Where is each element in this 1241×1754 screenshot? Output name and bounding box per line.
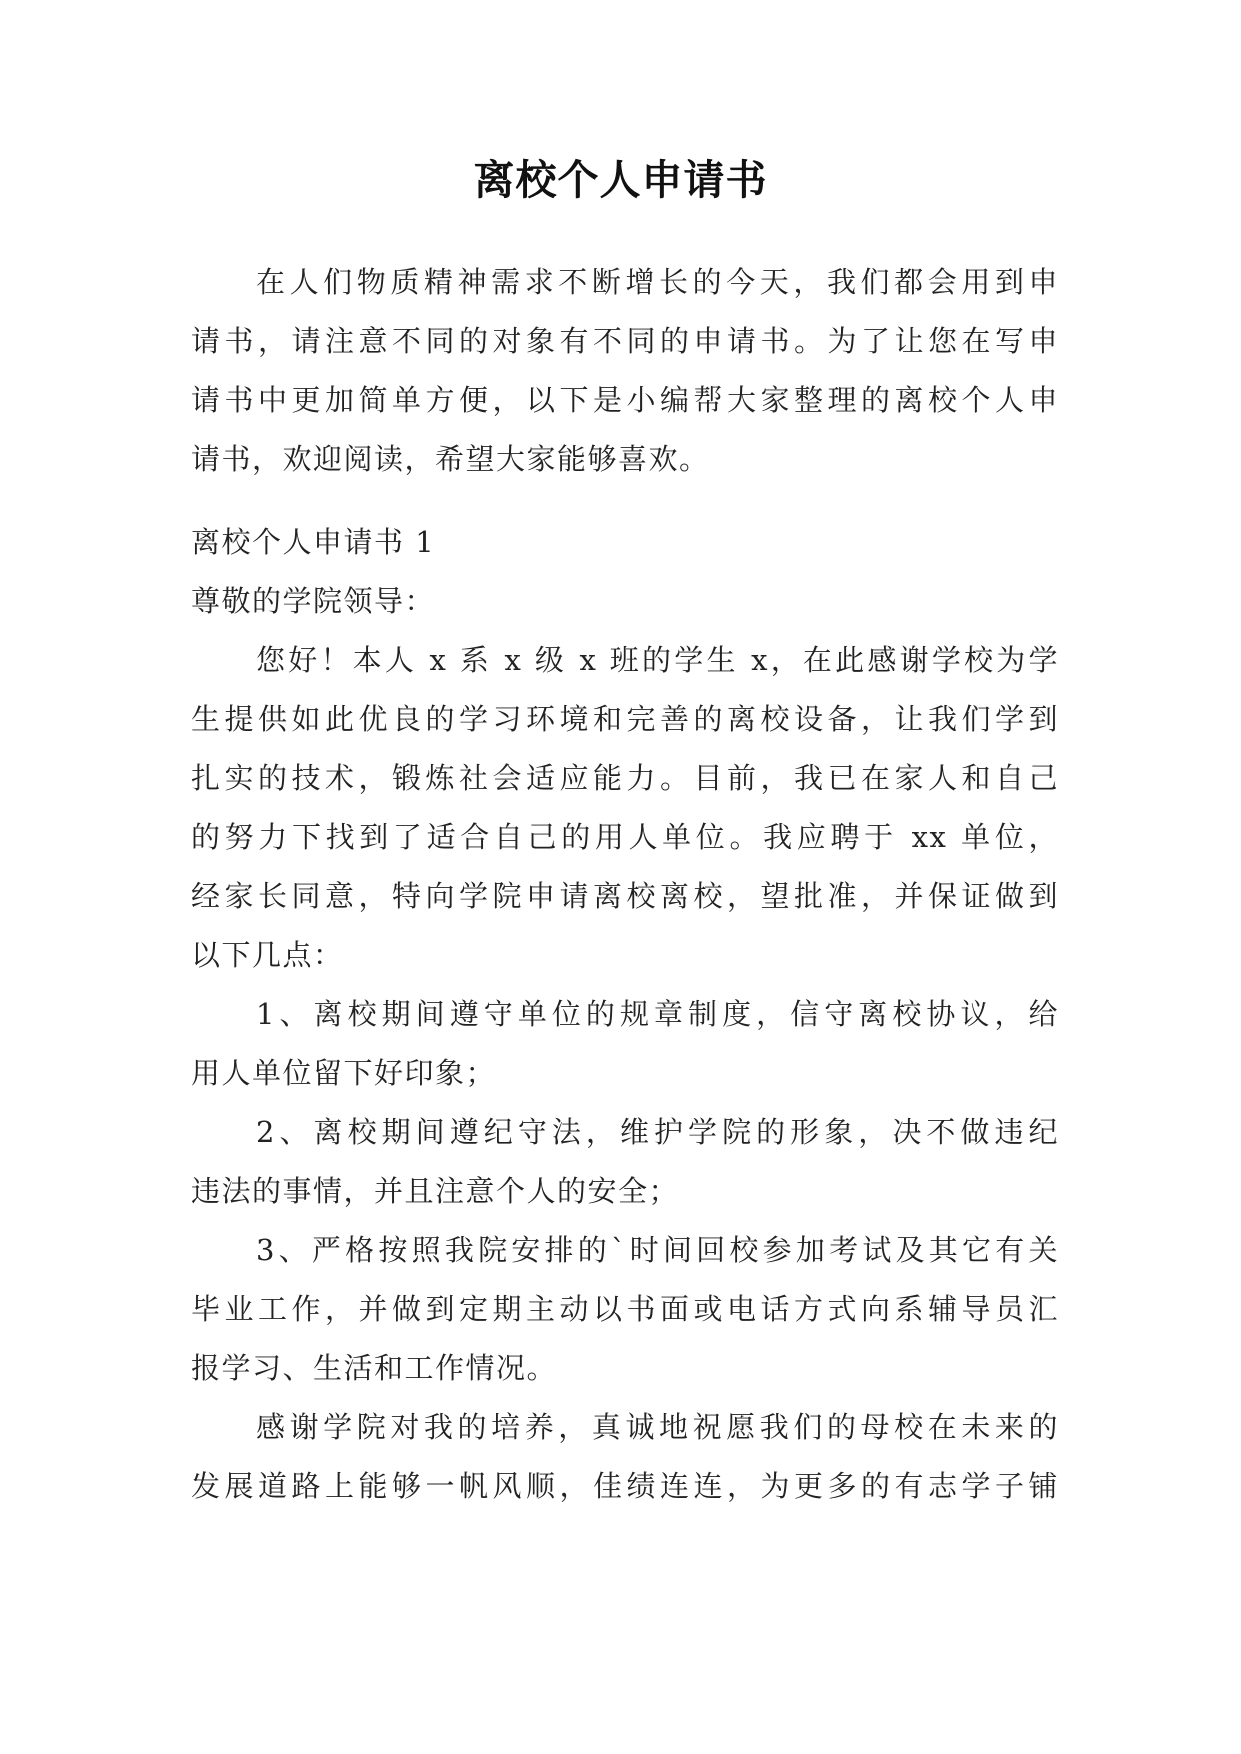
section-heading: 离校个人申请书 1 (191, 525, 436, 559)
text-line: 请书，欢迎阅读，希望大家能够喜欢。 (191, 442, 710, 476)
text-line: 感谢学院对我的培养，真诚地祝愿我们的母校在未来的 (256, 1410, 1059, 1444)
list-item-3: 3、严格按照我院安排的`时间回校参加考试及其它有关 (256, 1233, 1059, 1267)
text-line: 发展道路上能够一帆风顺，佳绩连连，为更多的有志学子铺 (191, 1469, 1059, 1503)
letter-body (191, 513, 1059, 1516)
text-line: 用人单位留下好印象； (191, 1056, 497, 1090)
text-line: 毕业工作，并做到定期主动以书面或电话方式向系辅导员汇 (191, 1292, 1059, 1326)
text-line: 扎实的技术，锻炼社会适应能力。目前，我已在家人和自己 (191, 761, 1059, 795)
text-line: 生提供如此优良的学习环境和完善的离校设备，让我们学到 (191, 702, 1059, 736)
text-line: 以下几点： (191, 938, 344, 972)
text-line: 报学习、生活和工作情况。 (191, 1351, 558, 1385)
list-item-2: 2、离校期间遵纪守法，维护学院的形象，决不做违纪 (256, 1115, 1059, 1149)
document-title: 离校个人申请书 (473, 156, 768, 204)
intro-paragraph (191, 253, 1059, 489)
salutation: 尊敬的学院领导： (191, 584, 436, 618)
text-line: 您好！本人 x 系 x 级 x 班的学生 x，在此感谢学校为学 (256, 643, 1059, 677)
list-item-1: 1、离校期间遵守单位的规章制度，信守离校协议，给 (256, 997, 1059, 1031)
text-line: 请书，请注意不同的对象有不同的申请书。为了让您在写申 (191, 324, 1059, 358)
text-line: 违法的事情，并且注意个人的安全； (191, 1174, 680, 1208)
text-line: 在人们物质精神需求不断增长的今天，我们都会用到申 (256, 265, 1059, 299)
text-line: 经家长同意，特向学院申请离校离校，望批准，并保证做到 (191, 879, 1059, 913)
text-line: 请书中更加简单方便，以下是小编帮大家整理的离校个人申 (191, 383, 1059, 417)
text-line: 的努力下找到了适合自己的用人单位。我应聘于 xx 单位， (191, 820, 1059, 854)
